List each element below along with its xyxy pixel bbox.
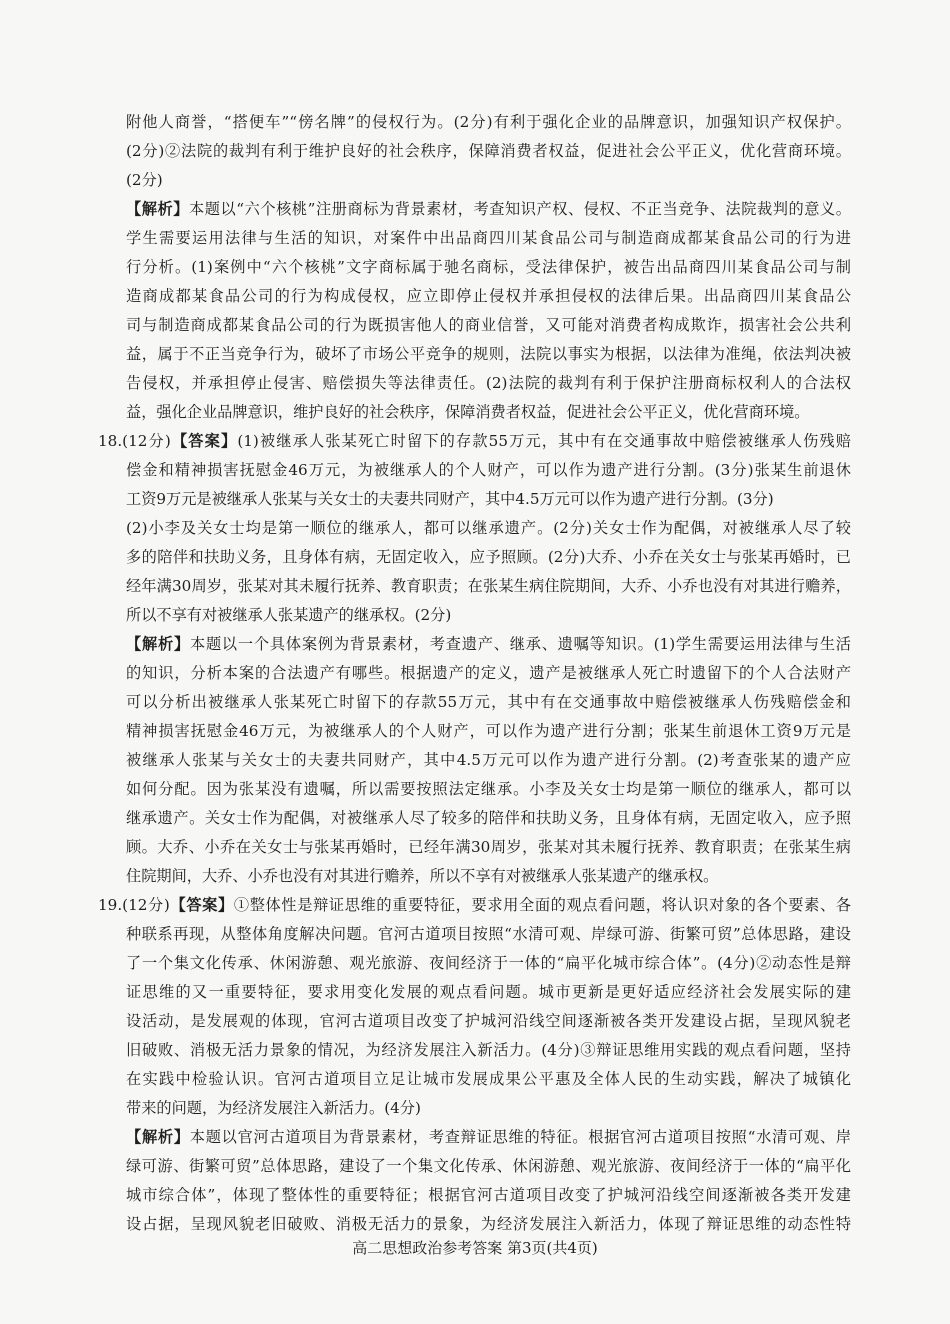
text-line: (2分)②法院的裁判有利于维护良好的社会秩序，保障消费者权益，促进社会公平正义，优化营商环境。 xyxy=(126,142,851,160)
text-line: 偿金和精神损害抚慰金46万元，为被继承人的个人财产，可以作为遗产进行分割。(3分)张某生前退休 xyxy=(126,461,851,479)
text-line: 城市综合体”，体现了整体性的重要特征；根据官河古道项目改变了护城河沿线空间逐渐被各类开发建 xyxy=(126,1186,851,1204)
text-line: 带来的问题，为经济发展注入新活力。(4分) xyxy=(126,1099,421,1117)
text-line: 设占据，呈现风貌老旧破败、消极无活力的景象，为经济发展注入新活力，体现了辩证思维的动态性特 xyxy=(126,1215,851,1233)
text-line: 益，属于不正当竞争行为，破坏了市场公平竞争的规则，法院以事实为根据，以法律为准绳，依法判决被 xyxy=(126,345,851,363)
text-line: 精神损害抚慰金46万元，为被继承人的个人财产，可以作为遗产进行分割；张某生前退休工资9万元是 xyxy=(126,722,851,740)
text-line: 可以分析出被继承人张某死亡时留下的存款55万元，其中有在交通事故中赔偿被继承人伤残赔偿金和 xyxy=(126,693,851,711)
analysis-block-19 xyxy=(126,1127,851,1147)
analysis-label: 【解析】 xyxy=(126,200,190,218)
text-line: ①整体性是辩证思维的重要特征，要求用全面的观点看问题，将认识对象的各个要素、各 xyxy=(233,896,852,914)
text-line: 告侵权，并承担停止侵害、赔偿损失等法律责任。(2)法院的裁判有利于保护注册商标权利人的合法权 xyxy=(126,374,851,392)
text-line: 的知识，分析本案的合法遗产有哪些。根据遗产的定义，遗产是被继承人死亡时遗留下的个人合法财产 xyxy=(126,664,851,682)
text-line: 证思维的又一重要特征，要求用变化发展的观点看问题。城市更新是更好适应经济社会发展实际的建 xyxy=(126,983,851,1001)
answer-label: 【答案】 xyxy=(169,896,234,914)
text-line: 本题以一个具体案例为背景素材，考查遗产、继承、遗嘱等知识。(1)学生需要运用法律与生活 xyxy=(189,635,851,653)
text-line: 如何分配。因为张某没有遗嘱，所以需要按照法定继承。小李及关女士均是第一顺位的继承人，都可以 xyxy=(126,780,851,798)
answer-label: 【答案】 xyxy=(170,432,238,450)
text-line: 学生需要运用法律与生活的知识，对案件中出品商四川某食品公司与制造商成都某食品公司的行为进 xyxy=(126,229,851,247)
text-line: (2分) xyxy=(126,171,163,189)
question-score: (12分) xyxy=(122,432,171,450)
text-line: 司与制造商成都某食品公司的行为既损害他人的商业信誉，又可能对消费者构成欺诈，损害社会公共利 xyxy=(126,316,851,334)
text-line: 工资9万元是被继承人张某与关女士的夫妻共同财产，其中4.5万元可以作为遗产进行分割。(3分) xyxy=(126,490,774,508)
question-number: 18. xyxy=(98,432,123,450)
text-line: 益，强化企业品牌意识，维护良好的社会秩序，保障消费者权益，促进社会公平正义，优化营商环境。 xyxy=(126,403,810,421)
text-line: 被继承人张某与关女士的夫妻共同财产，其中4.5万元可以作为遗产进行分割。(2)考查张某的遗产应 xyxy=(126,751,851,769)
text-line: (1)被继承人张某死亡时留下的存款55万元，其中有在交通事故中赔偿被继承人伤残赔 xyxy=(237,432,851,450)
text-line: 本题以官河古道项目为背景素材，考查辩证思维的特征。根据官河古道项目按照“水清可观、岸 xyxy=(189,1128,852,1146)
page-footer: 高二思想政治参考答案 第3页(共4页) xyxy=(352,1239,598,1257)
text-line: 设活动，是发展观的体现，官河古道项目改变了护城河沿线空间逐渐被各类开发建设占据，呈现风貌老 xyxy=(126,1012,851,1030)
text-line: 所以不享有对被继承人张某遗产的继承权。(2分) xyxy=(126,606,452,624)
text-line: 多的陪伴和扶助义务，且身体有病，无固定收入，应予照顾。(2分)大乔、小乔在关女士与张某再婚时，已 xyxy=(126,548,851,566)
analysis-label: 【解析】 xyxy=(126,1128,190,1146)
text-line: 经年满30周岁，张某对其未履行抚养、教育职责；在张某生病住院期间，大乔、小乔也没有对其进行赡养， xyxy=(126,577,851,595)
text-line: 造商成都某食品公司的行为构成侵权，应立即停止侵权并承担侵权的法律后果。出品商四川某食品公 xyxy=(126,287,851,305)
text-line: 旧破败、消极无活力景象的情况，为经济发展注入新活力。(4分)③辩证思维用实践的观点看问题，坚持 xyxy=(126,1041,851,1059)
text-line: 绿可游、街繁可贸”总体思路，建设了一个集文化传承、休闲游憩、观光旅游、夜间经济于一体的“扁平化 xyxy=(126,1157,851,1175)
text-line: (2)小李及关女士均是第一顺位的继承人，都可以继承遗产。(2分)关女士作为配偶，对被继承人尽了较 xyxy=(126,519,851,537)
analysis-label: 【解析】 xyxy=(126,635,190,653)
text-line: 在实践中检验认识。官河古道项目立足让城市发展成果公平惠及全体人民的生动实践，解决了城镇化 xyxy=(126,1070,851,1088)
text-line: 附他人商誉，“搭便车”“傍名牌”的侵权行为。(2分)有利于强化企业的品牌意识，加强知识产权保护。 xyxy=(126,113,851,131)
analysis-block-18 xyxy=(126,634,851,654)
analysis-block-17 xyxy=(126,199,851,219)
text-line: 行分析。(1)案例中“六个核桃”文字商标属于驰名商标，受法律保护，被告出品商四川某食品公司与制 xyxy=(126,258,851,276)
question-18-answer xyxy=(98,431,851,451)
question-score: (12分) xyxy=(122,896,170,914)
text-line: 种联系再现，从整体角度解决问题。官河古道项目按照“水清可观、岸绿可游、街繁可贸”总体思路，建设 xyxy=(126,925,851,943)
question-19-answer xyxy=(98,895,851,915)
text-line: 顾。大乔、小乔在关女士与张某再婚时，已经年满30周岁，张某对其未履行抚养、教育职责；在张某生病 xyxy=(126,838,851,856)
text-line: 住院期间，大乔、小乔也没有对其进行赡养，所以不享有对被继承人张某遗产的继承权。 xyxy=(126,867,719,885)
question-number: 19. xyxy=(98,896,123,914)
text-line: 本题以“六个核桃”注册商标为背景素材，考查知识产权、侵权、不正当竞争、法院裁判的意义。 xyxy=(189,200,851,218)
text-line: 了一个集文化传承、休闲游憩、观光旅游、夜间经济于一体的“扁平化城市综合体”。(4分)②动态性是辩 xyxy=(126,954,851,972)
text-line: 继承遗产。关女士作为配偶，对被继承人尽了较多的陪伴和扶助义务，且身体有病，无固定收入，应予照 xyxy=(126,809,851,827)
